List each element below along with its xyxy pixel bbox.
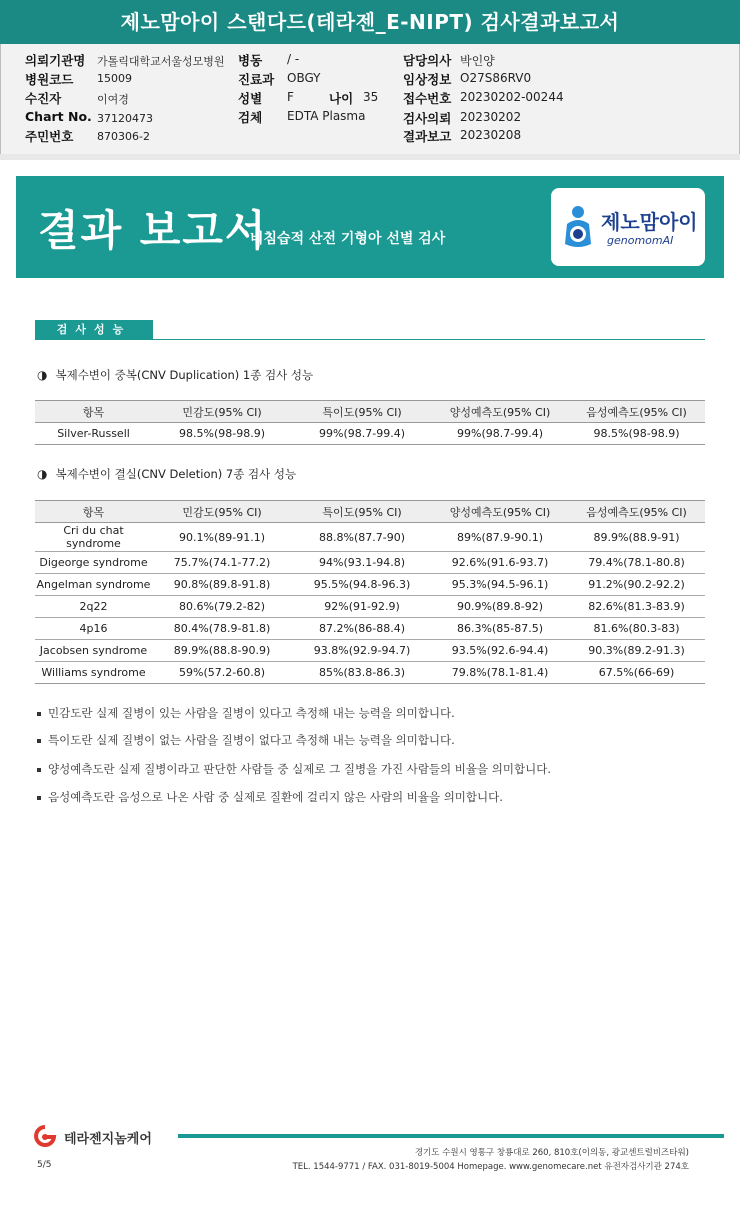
duplication-heading	[37, 367, 313, 383]
table-header-row	[35, 401, 705, 423]
banner-title: 결과 보고서	[38, 206, 268, 255]
banner-subtitle: 비침습적 산전 기형아 선별 검사	[250, 231, 446, 247]
age-label: 나이	[329, 91, 354, 106]
specimen-label: 검체	[238, 110, 263, 125]
bullet-icon	[37, 796, 41, 800]
column-header: 음성예측도(95% CI)	[568, 501, 705, 523]
table-cell: 95.3%(94.5-96.1)	[432, 574, 568, 596]
doctor-value: 박인양	[460, 54, 495, 68]
column-header: 항목	[35, 401, 152, 423]
deletion-heading-text: 복제수변이 결실(CNV Deletion) 7종 검사 성능	[55, 467, 297, 481]
table-cell: 92%(91-92.9)	[292, 596, 432, 618]
doctor-label: 담당의사	[403, 53, 452, 68]
table-cell: 99%(98.7-99.4)	[292, 423, 432, 445]
company-name: 테라젠지놈케어	[64, 1132, 152, 1147]
duplication-table	[35, 400, 705, 445]
recipient-value: 이여경	[97, 93, 129, 106]
institution-value: 가톨릭대학교서울성모병원	[97, 55, 225, 68]
table-cell: 92.6%(91.6-93.7)	[432, 552, 568, 574]
request-date-value: 20230202	[460, 110, 522, 124]
table-cell: Angelman syndrome	[35, 574, 152, 596]
table-cell: 59%(57.2-60.8)	[152, 662, 292, 684]
bullet-icon	[37, 712, 41, 716]
report-title: 제노맘아이 스탠다드(테라젠_E-NIPT) 검사결과보고서	[0, 0, 740, 44]
table-header-row	[35, 501, 705, 523]
deletion-table	[35, 500, 705, 684]
deletion-heading	[37, 466, 296, 482]
column-header: 양성예측도(95% CI)	[432, 401, 568, 423]
company-logo-icon	[32, 1125, 58, 1147]
footer-divider	[178, 1134, 724, 1138]
table-cell: 90.3%(89.2-91.3)	[568, 640, 705, 662]
table-cell: 90.9%(89.8-92)	[432, 596, 568, 618]
page-number: 5/5	[37, 1160, 52, 1170]
patient-info-panel	[0, 44, 740, 155]
column-header: 양성예측도(95% CI)	[432, 501, 568, 523]
duplication-heading-text: 복제수변이 중복(CNV Duplication) 1종 검사 성능	[55, 368, 314, 382]
table-cell: 94%(93.1-94.8)	[292, 552, 432, 574]
table-row	[35, 662, 705, 684]
half-circle-icon: ◑	[37, 368, 48, 382]
table-cell: 89%(87.9-90.1)	[432, 523, 568, 552]
receipt-no-value: 20230202-00244	[460, 90, 564, 104]
table-cell: 95.5%(94.8-96.3)	[292, 574, 432, 596]
note-item	[37, 761, 551, 777]
table-cell: 81.6%(80.3-83)	[568, 618, 705, 640]
note-text: 음성예측도란 음성으로 나온 사람 중 실제로 질환에 걸리지 않은 사람의 비율을 의미합니다.	[48, 790, 503, 804]
genomomai-logo	[551, 188, 705, 266]
resident-no-value: 870306-2	[97, 130, 150, 143]
company-address: 경기도 수원시 영통구 창룡대로 260, 810호(이의동, 광교센트럴비즈타워)	[414, 1148, 689, 1158]
sex-value: F	[287, 90, 294, 104]
ward-value: / -	[287, 52, 300, 66]
ward-label: 병동	[238, 53, 263, 68]
column-header: 음성예측도(95% CI)	[568, 401, 705, 423]
table-cell: 80.6%(79.2-82)	[152, 596, 292, 618]
table-cell: Williams syndrome	[35, 662, 152, 684]
table-row	[35, 423, 705, 445]
table-cell: 98.5%(98-98.9)	[568, 423, 705, 445]
table-row	[35, 596, 705, 618]
note-text: 양성예측도란 실제 질병이라고 판단한 사람들 중 실제로 그 질병을 가진 사람들의 비율을 의미합니다.	[48, 762, 551, 776]
column-header: 민감도(95% CI)	[152, 501, 292, 523]
chart-no-value: 37120473	[97, 112, 153, 125]
department-value: OBGY	[287, 71, 321, 85]
table-cell: 67.5%(66-69)	[568, 662, 705, 684]
table-cell: Cri du chat syndrome	[35, 523, 152, 552]
section-title: 검사성능	[35, 320, 153, 340]
specimen-value: EDTA Plasma	[287, 109, 366, 123]
clinical-info-value: O27S86RV0	[460, 71, 532, 85]
department-label: 진료과	[238, 72, 275, 87]
table-cell: 85%(83.8-86.3)	[292, 662, 432, 684]
chart-no-label: Chart No.	[25, 109, 92, 124]
table-cell: Digeorge syndrome	[35, 552, 152, 574]
table-cell: 89.9%(88.9-91)	[568, 523, 705, 552]
bullet-icon	[37, 768, 41, 772]
note-text: 민감도란 실제 질병이 있는 사람을 질병이 있다고 측정해 내는 능력을 의미합니다.	[48, 706, 455, 720]
table-row	[35, 552, 705, 574]
note-item	[37, 732, 455, 748]
resident-no-label: 주민번호	[25, 129, 74, 144]
column-header: 특이도(95% CI)	[292, 501, 432, 523]
mother-baby-icon	[561, 204, 595, 250]
institution-label: 의뢰기관명	[25, 53, 86, 68]
table-row	[35, 574, 705, 596]
table-cell: 79.4%(78.1-80.8)	[568, 552, 705, 574]
table-cell: 88.8%(87.7-90)	[292, 523, 432, 552]
age-value: 35	[363, 90, 379, 104]
table-cell: 91.2%(90.2-92.2)	[568, 574, 705, 596]
sex-label: 성별	[238, 91, 263, 106]
table-cell: 87.2%(86-88.4)	[292, 618, 432, 640]
table-cell: 93.8%(92.9-94.7)	[292, 640, 432, 662]
table-cell: 2q22	[35, 596, 152, 618]
recipient-label: 수진자	[25, 91, 62, 106]
logo-english-text: genomomAI	[607, 234, 674, 247]
logo-korean-text: 제노맘아이	[601, 210, 698, 234]
table-cell: 89.9%(88.8-90.9)	[152, 640, 292, 662]
note-text: 특이도란 실제 질병이 없는 사람을 질병이 없다고 측정해 내는 능력을 의미합니다.	[48, 733, 455, 747]
half-circle-icon: ◑	[37, 467, 48, 481]
column-header: 항목	[35, 501, 152, 523]
table-cell: Jacobsen syndrome	[35, 640, 152, 662]
column-header: 민감도(95% CI)	[152, 401, 292, 423]
header-divider	[0, 154, 740, 160]
table-cell: 75.7%(74.1-77.2)	[152, 552, 292, 574]
receipt-no-label: 접수번호	[403, 91, 452, 106]
report-date-label: 결과보고	[403, 129, 452, 144]
section-divider	[35, 339, 705, 340]
hospital-code-label: 병원코드	[25, 72, 74, 87]
table-cell: 82.6%(81.3-83.9)	[568, 596, 705, 618]
note-item	[37, 705, 455, 721]
table-cell: Silver-Russell	[35, 423, 152, 445]
table-row	[35, 618, 705, 640]
hospital-code-value: 15009	[97, 72, 132, 85]
note-item	[37, 789, 503, 805]
report-date-value: 20230208	[460, 128, 522, 142]
result-banner	[16, 176, 724, 278]
table-cell: 98.5%(98-98.9)	[152, 423, 292, 445]
table-cell: 4p16	[35, 618, 152, 640]
table-cell: 90.1%(89-91.1)	[152, 523, 292, 552]
clinical-info-label: 임상정보	[403, 72, 452, 87]
company-contact: TEL. 1544-9771 / FAX. 031-8019-5004 Homepage. www.genomecare.net 유전자검사기관 274호	[292, 1162, 689, 1172]
table-cell: 80.4%(78.9-81.8)	[152, 618, 292, 640]
table-cell: 90.8%(89.8-91.8)	[152, 574, 292, 596]
column-header: 특이도(95% CI)	[292, 401, 432, 423]
table-row	[35, 523, 705, 552]
table-cell: 99%(98.7-99.4)	[432, 423, 568, 445]
bullet-icon	[37, 739, 41, 743]
table-cell: 79.8%(78.1-81.4)	[432, 662, 568, 684]
table-cell: 86.3%(85-87.5)	[432, 618, 568, 640]
table-row	[35, 640, 705, 662]
table-cell: 93.5%(92.6-94.4)	[432, 640, 568, 662]
request-date-label: 검사의뢰	[403, 111, 452, 126]
